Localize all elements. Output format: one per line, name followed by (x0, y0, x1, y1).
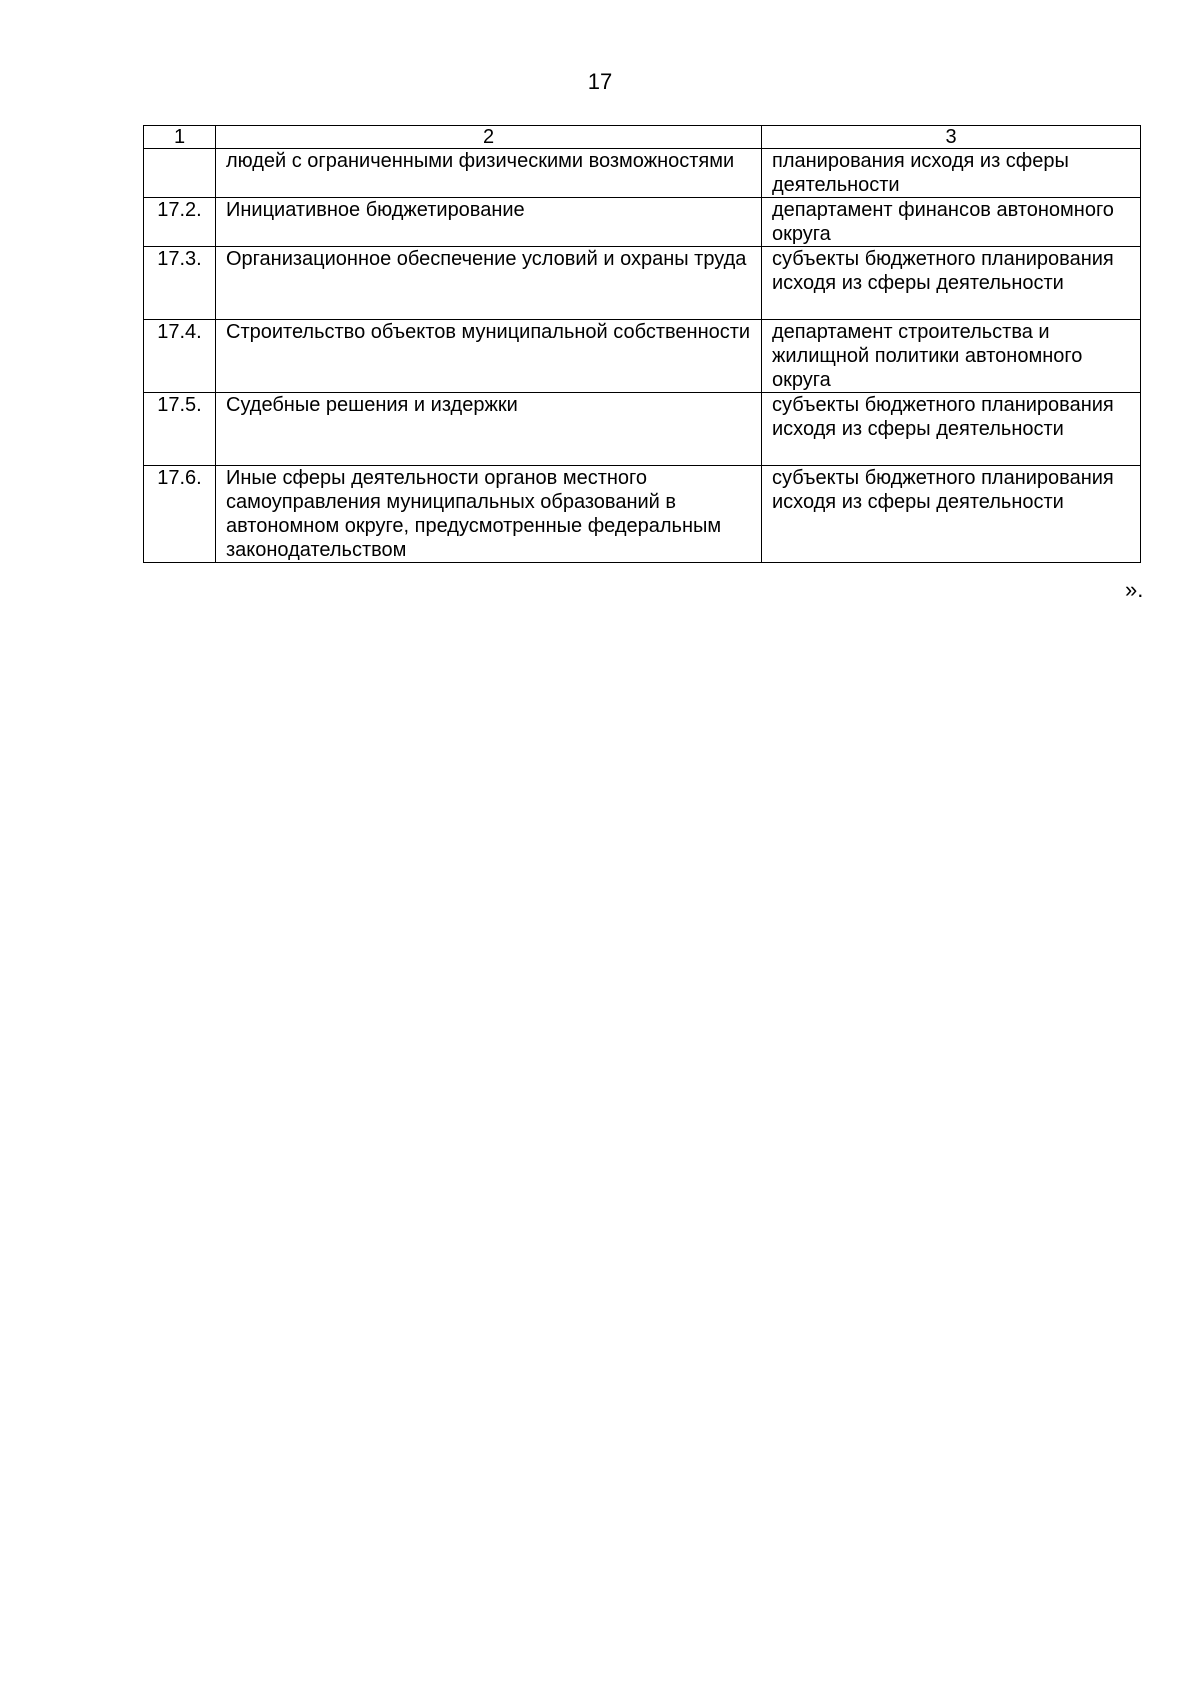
row-name: людей с ограниченными физическими возможностями (216, 149, 762, 198)
row-number: 17.3. (144, 247, 216, 320)
row-number (144, 149, 216, 198)
row-number: 17.2. (144, 198, 216, 247)
row-name: Организационное обеспечение условий и охраны труда (216, 247, 762, 320)
row-responsible: субъекты бюджетного планирования исходя из сферы деятельности (762, 466, 1141, 563)
row-responsible: департамент строительства и жилищной политики автономного округа (762, 320, 1141, 393)
row-responsible: субъекты бюджетного планирования исходя из сферы деятельности (762, 393, 1141, 466)
table-row (144, 393, 1141, 466)
table-row (144, 466, 1141, 563)
table-row (144, 320, 1141, 393)
row-number: 17.4. (144, 320, 216, 393)
row-number: 17.6. (144, 466, 216, 563)
table-row (144, 247, 1141, 320)
row-name: Иные сферы деятельности органов местного самоуправления муниципальных образований в автономном округе, предусмотренные федеральным законодательством (216, 466, 762, 563)
closing-quote-mark: ». (1125, 577, 1144, 602)
document-table (143, 125, 1141, 563)
row-number: 17.5. (144, 393, 216, 466)
table-row (144, 198, 1141, 247)
page-number: 17 (587, 69, 613, 94)
column-header-3: 3 (762, 126, 1141, 149)
row-responsible: субъекты бюджетного планирования исходя из сферы деятельности (762, 247, 1141, 320)
row-name: Строительство объектов муниципальной собственности (216, 320, 762, 393)
table-header-row (144, 126, 1141, 149)
row-name: Судебные решения и издержки (216, 393, 762, 466)
row-name: Инициативное бюджетирование (216, 198, 762, 247)
column-header-2: 2 (216, 126, 762, 149)
row-responsible: департамент финансов автономного округа (762, 198, 1141, 247)
row-responsible: планирования исходя из сферы деятельности (762, 149, 1141, 198)
column-header-1: 1 (144, 126, 216, 149)
table-row (144, 149, 1141, 198)
